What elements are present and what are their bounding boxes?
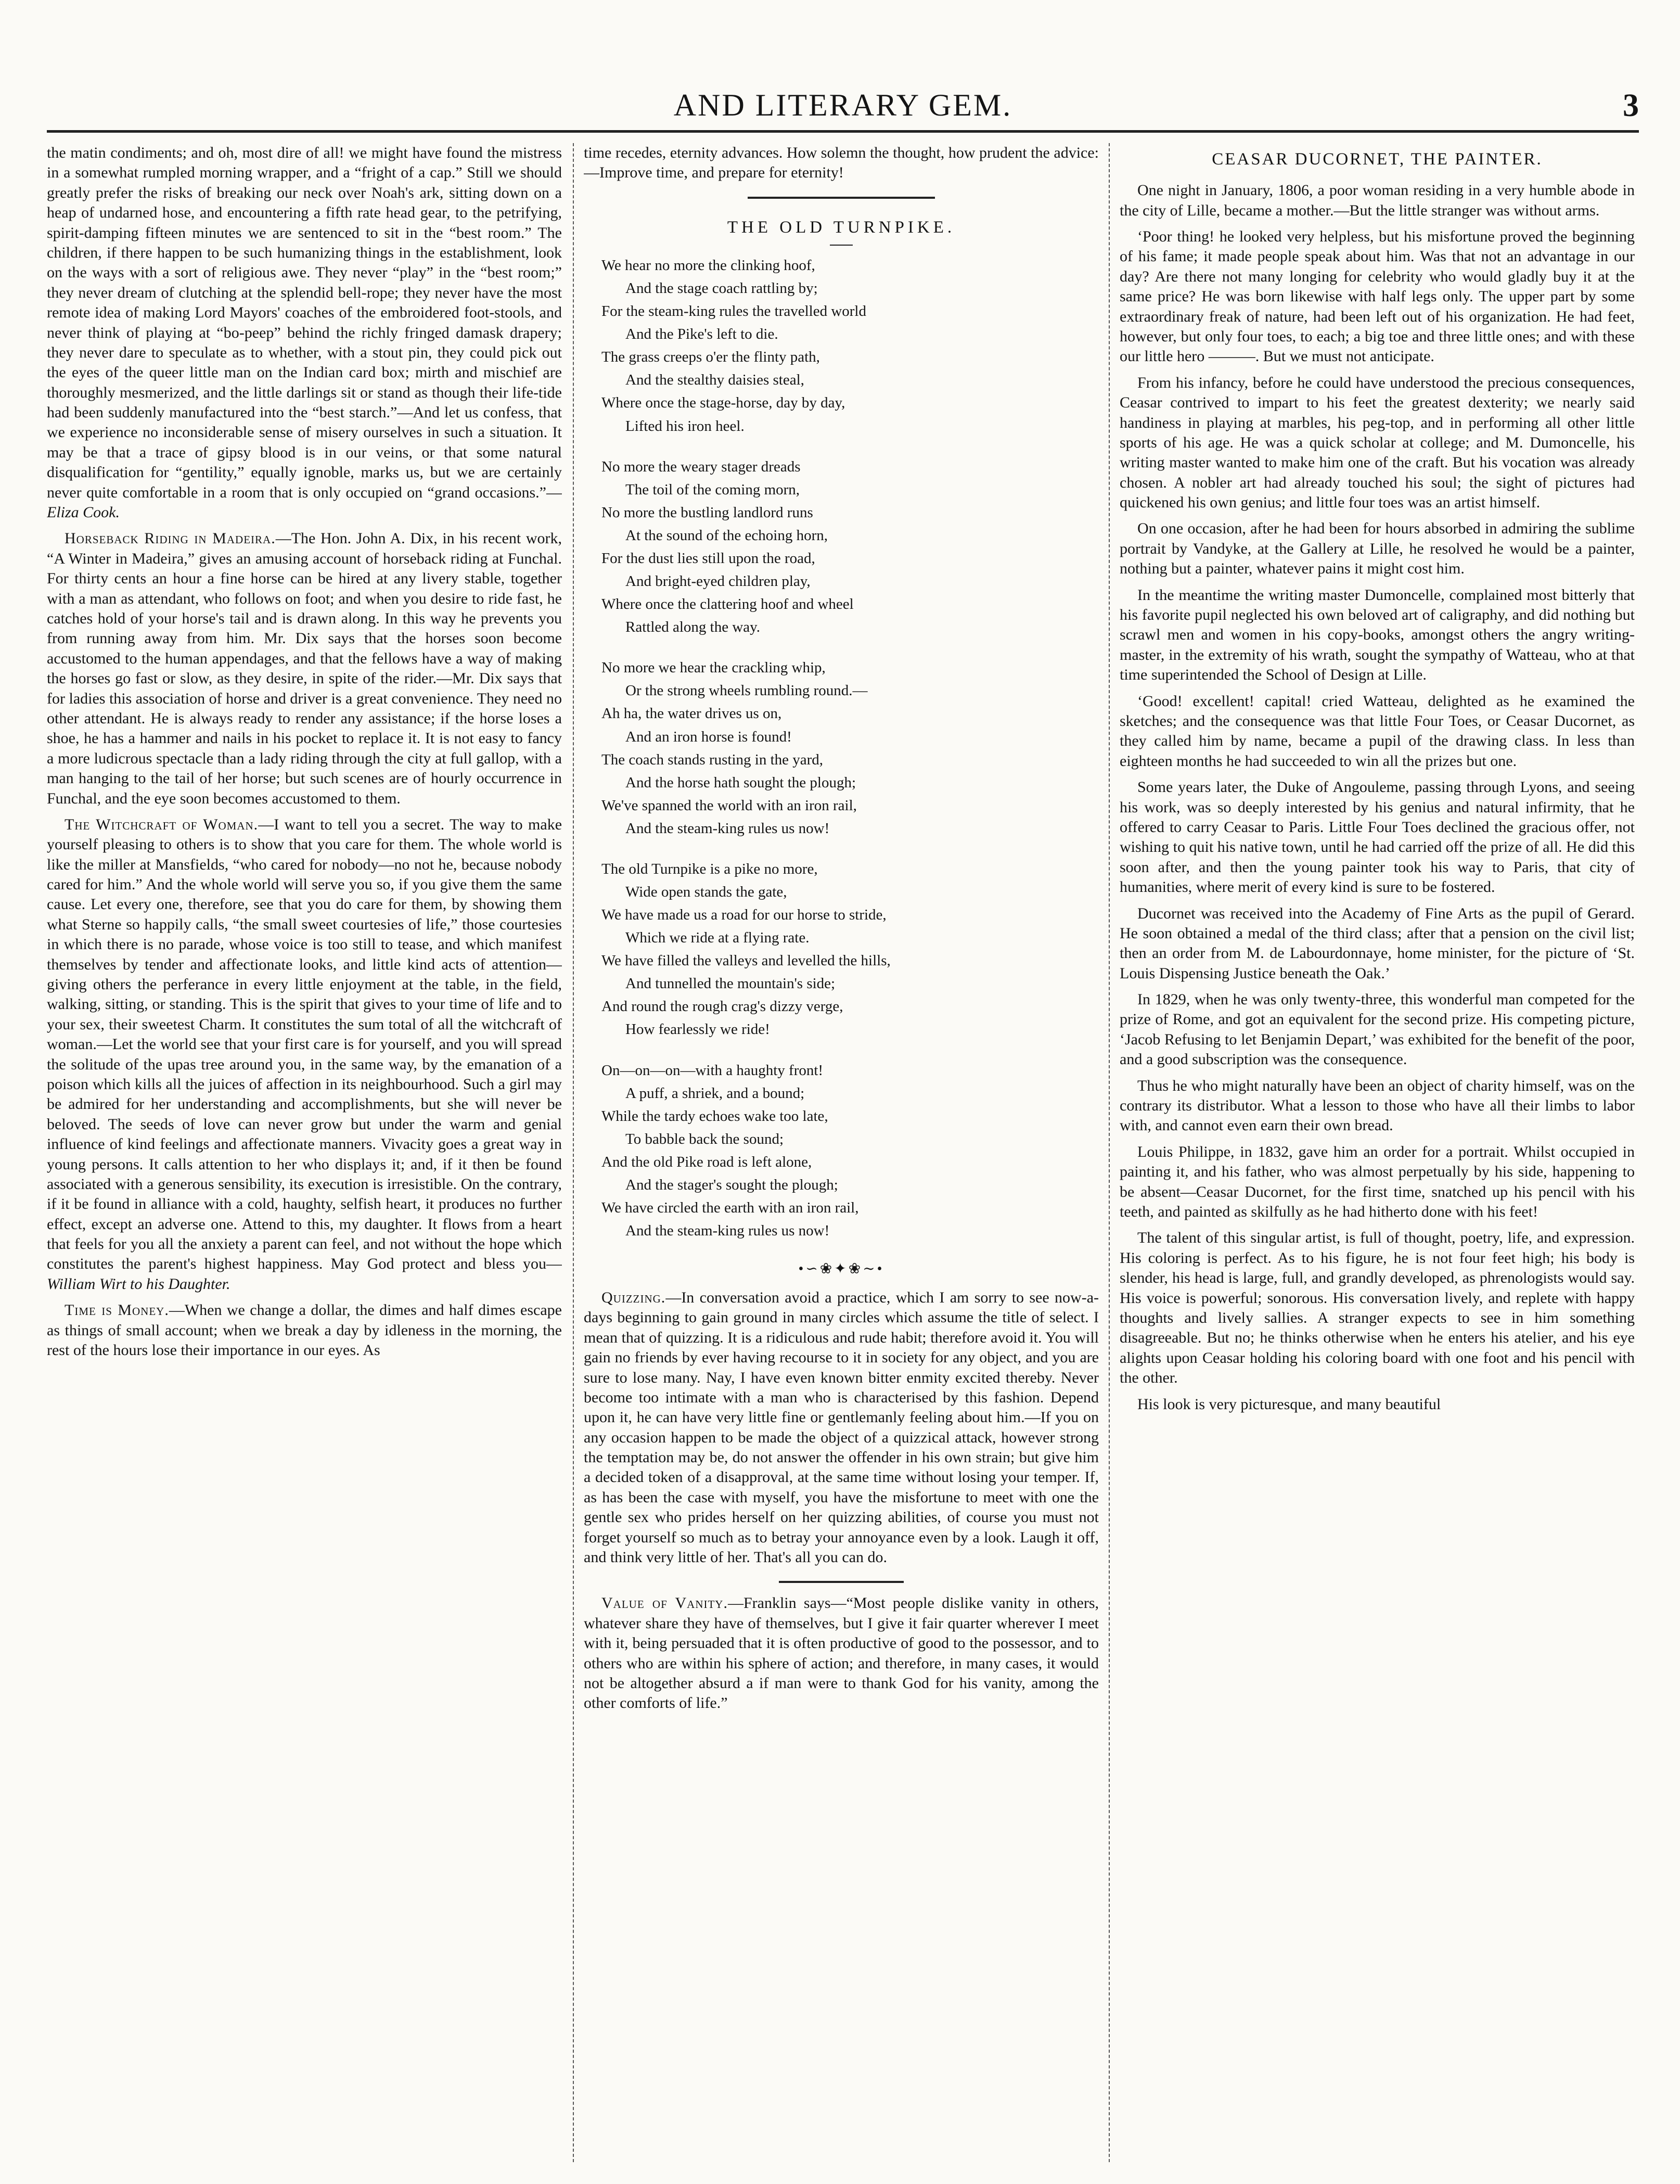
paragraph: Some years later, the Duke of Angouleme, passing through Lyons, and seeing his work, was so deeply interested by his genius and natural infirmity, that he offered to carry Ceasar to Paris. Little Four Toes declined the gracious offer, not wishing to quit his native town, until he had carried off the prize of all. He did this soon after, and then the young painter took his way to Paris, that city of humanities, where merit of every kind is sure to be fostered. [1120, 778, 1635, 896]
poem-line: And tunnelled the mountain's side; [625, 975, 836, 992]
poem-stanza [601, 858, 1099, 1041]
poem-line: And the Pike's left to die. [625, 326, 778, 343]
article-witchcraft [47, 815, 562, 1294]
page-header [47, 87, 1639, 129]
column-divider [573, 143, 574, 2162]
poem-line: On—on—on—with a haughty front! [601, 1062, 824, 1079]
poem-old-turnpike [601, 254, 1099, 1242]
poem-line: Rattled along the way. [625, 619, 761, 636]
poem-line: And the steam-king rules us now! [625, 1222, 830, 1240]
poem-line: We've spanned the world with an iron rail, [601, 797, 857, 814]
poem-title: THE OLD TURNPIKE. [727, 218, 956, 237]
article-credit: Eliza Cook. [47, 504, 120, 521]
poem-line: We have circled the earth with an iron rail, [601, 1199, 859, 1216]
poem-line: At the sound of the echoing horn, [625, 527, 828, 544]
paragraph: Ducornet was received into the Academy of Fine Arts as the pupil of Gerard. He soon obtained a medal of the third class; after that a pension on the civil list; then an order from M. de Labourdonnaye, home minister, for the picture of ‘St. Louis Dispensing Justice beneath the Oak.’ [1120, 904, 1635, 982]
column-left [47, 143, 562, 2162]
column-divider [1109, 143, 1110, 2162]
poem-line: Which we ride at a flying rate. [625, 929, 810, 947]
poem-line: And round the rough crag's dizzy verge, [601, 998, 843, 1015]
column-right [1120, 143, 1635, 2162]
article-lead: The Witchcraft of Woman. [65, 815, 259, 833]
header-rule [47, 130, 1639, 133]
article-title: CEASAR DUCORNET, THE PAINTER. [1212, 150, 1543, 169]
paragraph: The talent of this singular artist, is full of thought, poetry, life, and expression. His coloring is perfect. As to his figure, he is not four feet high; his body is slender, his head is large, full, and grandly developed, as phrenologists would say. His voice is powerful; sonorous. His conversation lively, and replete with happy thoughts and lively sallies. A stranger expects to see in him something disagreeable. But no; he thinks otherwise when he enters his atelier, and his eye alights upon Ceasar holding his coloring board with one foot and his pencil with the other. [1120, 1229, 1635, 1387]
poem-line: The toil of the coming morn, [625, 481, 800, 498]
paragraph: In 1829, when he was only twenty-three, this wonderful man competed for the prize of Rome, and got an equivalent for the second prize. His competing picture, ‘Jacob Refusing to let Benjamin Depart,’ was exhibited for the benefit of the poor, and a good subscription was the consequence. [1120, 991, 1635, 1068]
poem-line: And the stager's sought the plough; [625, 1176, 838, 1193]
paragraph: ‘Poor thing! he looked very helpless, but his misfortune proved the beginning of his fame; it made people speak about him. Was that not an advantage in our day? Are there not many longing for celebrity who would gladly buy it at the same price? He was born likewise with half legs only. The upper part by some extraordinary freak of nature, had been left out of his organization. He had feet, however, but only four toes, to each; a big toe and three little ones; and with these our little hero ———. But we must not anticipate. [1120, 228, 1635, 365]
poem-stanza [601, 656, 1099, 840]
poem-line: No more the weary stager dreads [601, 458, 801, 475]
paragraph: His look is very picturesque, and many beautiful [1137, 1395, 1441, 1413]
section-rule [748, 197, 935, 199]
poem-line: To babble back the sound; [625, 1130, 784, 1147]
article-credit: William Wirt to his Daughter. [47, 1275, 230, 1293]
poem-line: And the stage coach rattling by; [625, 280, 818, 297]
article-text: —Franklin says—“Most people dislike vanity in others, whatever share they have of themselves, but I give it fair quarter wherever I meet with it, being persuaded that it is often productive of good to the possessor, and to others who are within his sphere of action; and therefore, in many cases, it would not be altogether absurd a if man were to thank God for his vanity, among the other comforts of life.” [584, 1594, 1099, 1712]
poem-line: We have filled the valleys and levelled the hills, [601, 952, 891, 969]
poem-stanza [601, 254, 1099, 438]
poem-line: Ah ha, the water drives us on, [601, 705, 782, 722]
poem-line: A puff, a shriek, and a bound; [625, 1084, 805, 1102]
article-lead: Time is Money. [65, 1301, 169, 1319]
poem-line: For the steam-king rules the travelled world [601, 303, 866, 320]
article-cook [47, 143, 562, 522]
poem-line: And bright-eyed children play, [625, 573, 811, 590]
poem-line: And the old Pike road is left alone, [601, 1153, 812, 1170]
column-middle [584, 143, 1099, 2162]
paragraph: Louis Philippe, in 1832, gave him an order for a portrait. Whilst occupied in painting it, and his father, who was almost perpetually by his side, happening to be absent—Ceasar Ducornet, for the first time, snatched up his pencil with his teeth, and painted as skilfully as he had hitherto done with his feet! [1120, 1143, 1635, 1220]
title-rule [830, 245, 853, 246]
article-text: —When we change a dollar, the dimes and half dimes escape as things of small account; when we break a day by idleness in the morning, the rest of the hours lose their importance in our eyes. As [47, 1301, 562, 1359]
poem-line: And the steam-king rules us now! [625, 820, 830, 837]
article-text: —In conversation avoid a practice, which I am sorry to see now-a-days beginning to gain ground in many circles which assume the title of select. I mean that of quizzing. It is a ridiculous and rude habit; therefore avoid it. You will gain no friends by ever having recourse to it in society for any object, and you are sure to lose many. Nay, I have even known bitter enmity excited thereby. Never become too intimate with a man who is characterised by this fashion. Depend upon it, he can have very little fine or gentlemanly feeling about him.—If you on any occasion happen to be made the object of a quizzical attack, however strong the temptation may be, do not answer the offender in his own strain; but give him a decided token of a disapproval, at the same time without losing your temper. If, as has been the case with myself, you have the misfortune to meet with one the gentle sex who prides herself on her quizzing abilities, of course you must not forget yourself so much as to betray your annoyance even by a look. Laugh it off, and think very little of her. That's all you can do. [584, 1288, 1099, 1566]
section-rule [779, 1581, 904, 1583]
paragraph: ‘Good! excellent! capital! cried Watteau, delighted as he examined the sketches; and the consequence was that little Four Toes, or Ceasar Ducornet, as they called him by name, became a pupil of the drawing class. In less than eighteen months he had succeeded to win all the prizes but one. [1120, 692, 1635, 770]
poem-line: No more the bustling landlord runs [601, 504, 813, 521]
poem-line: The grass creeps o'er the flinty path, [601, 349, 820, 366]
article-lead: Quizzing. [601, 1288, 666, 1306]
poem-line: We hear no more the clinking hoof, [601, 257, 815, 274]
poem-line: How fearlessly we ride! [625, 1021, 770, 1038]
article-vanity [584, 1593, 1099, 1713]
paragraph: One night in January, 1806, a poor woman residing in a very humble abode in the city of Lille, became a mother.—But the little stranger was without arms. [1120, 182, 1635, 219]
running-title: AND LITERARY GEM. [673, 88, 1012, 122]
article-quizzing [584, 1288, 1099, 1567]
paragraph: On one occasion, after he had been for hours absorbed in admiring the sublime portrait by Vandyke, at the Gallery at Lille, he resolved he would be a painter, nothing but a painter, whatever pains it might cost him. [1120, 520, 1635, 578]
article-lead: Horseback Riding in Madeira. [65, 530, 276, 547]
poem-line: No more we hear the crackling whip, [601, 659, 826, 676]
poem-line: We have made us a road for our horse to stride, [601, 906, 887, 924]
article-continuation: time recedes, eternity advances. How solemn the thought, how prudent the advice:—Improve time, and prepare for eternity! [584, 144, 1099, 182]
paragraph: Thus he who might naturally have been an object of charity himself, was on the contrary its distributor. What a lesson to those who have all their limbs to labor with, and cannot even earn their own bread. [1120, 1077, 1635, 1134]
poem-line: Where once the stage-horse, day by day, [601, 394, 845, 412]
poem-line: Where once the clattering hoof and wheel [601, 596, 854, 613]
article-horseback [47, 529, 562, 808]
poem-line: Or the strong wheels rumbling round.— [625, 682, 868, 699]
poem-line: For the dust lies still upon the road, [601, 550, 815, 567]
article-text: —I want to tell you a secret. The way to make yourself pleasing to others is to show that you care for them. The whole world is like the miller at Mansfields, “who cared for nobody—no not he, because nobody cared for him.” And the whole world will serve you so, if you give them the same cause. Let every one, therefore, see that you do care for them, by showing them what Sterne so happily calls, “the small sweet courtesies of life,” those courtesies in which there is no parade, whose voice is too still to tease, and which manifest themselves by tender and affectionate looks, and little kind acts of attention—giving others the perferance in every little enjoyment at the table, in the field, walking, sitting, or standing. This is the spirit that gives to your time of life and to your sex, their sweetest Charm. It constitutes the sum total of all the witchcraft of woman.—Let the world see that your first care is for yourself, and you will spread the solitude of the upas tree around you, in the same way, by the emanation of a poison which kills all the juices of affection in its neighbourhood. Such a girl may be admired for her understanding and accomplishments, but she will never be beloved. The seeds of love can never grow but under the warm and genial influence of kind feelings and affectionate manners. Vivacity goes a great way in young persons. It calls attention to her who displays it; and, if it then be found associated with a generous sensibility, its execution is irresistible. On the contrary, if it be found in alliance with a cold, haughty, selfish heart, it produces no further effect, except an adverse one. Attend to this, my daughter. It flows from a heart that feels for you all the anxiety a parent can feel, and not without the hope which constitutes the parent's highest happiness. May God protect and bless you— [47, 815, 562, 1273]
poem-line: While the tardy echoes wake too late, [601, 1107, 828, 1125]
poem-line: And the horse hath sought the plough; [625, 774, 856, 791]
poem-line: Wide open stands the gate, [625, 883, 787, 900]
poem-line: The coach stands rusting in the yard, [601, 751, 824, 768]
poem-stanza [601, 1059, 1099, 1243]
ornament-divider: •∽❀✦❀∼• [798, 1261, 884, 1278]
poem-line: And an iron horse is found! [625, 728, 792, 745]
article-text: the matin condiments; and oh, most dire of all! we might have found the mistress in a somewhat rumpled morning wrapper, and a “fright of a cap.” Still we should greatly prefer the risks of breaking our neck over Noah's ark, sitting down on a heap of undarned hose, and encountering a fifth rate head gear, to the petrifying, spirit-damping fifteen minutes we are sentenced to sit in the “best room.” The children, if there happen to be such humanizing things in the establishment, look on the ways with a sort of religious awe. They never “play” in the “best room;” they never dream of clutching at the splendid bell-rope; they never have the most remote idea of making Lord Mayors' coaches of the embroidered foot-stools, and never think of playing at “bo-peep” behind the richly fringed damask drapery; they never dare to speculate as to whether, with a stout pin, they could pick out the eyes of the queer little man on the Indian card box; mirth and mischief are thoroughly mesmerized, and the little darlings sit or stand as though their life-tide had been suddenly manufactured into the “best starch.”—And let us confess, that we experience no inconsiderable sense of misery ourselves in such a situation. It may be that a trace of gipsy blood is in our veins, or that some natural disqualification for “gentility,” equally ignoble, marks us, but we are certainly never quite comfortable in a room that is only occupied on “grand occasions.”— [47, 144, 562, 501]
page-number: 3 [1623, 88, 1639, 123]
article-lead: Value of Vanity. [601, 1594, 728, 1612]
article-time-money [47, 1300, 562, 1360]
poem-line: Lifted his iron heel. [625, 417, 745, 435]
paragraph: In the meantime the writing master Dumoncelle, complained most bitterly that his favorite pupil neglected his own beloved art of caligraphy, and did nothing but scrawl men and women in his copy-books, amongst others the angry writing-master, in the extremity of his wrath, sought the sympathy of Watteau, who at that time superintended the School of Design at Lille. [1120, 586, 1635, 684]
poem-line: And the stealthy daisies steal, [625, 372, 804, 389]
poem-line: The old Turnpike is a pike no more, [601, 860, 818, 877]
paragraph: From his infancy, before he could have understood the precious consequences, Ceasar contrived to impart to his feet the greatest dexterity; we nearly said handiness in playing at marbles, his peg-top, and in performing all other little sports of his age. He was a quick scholar at college; and M. Dumoncelle, his writing master wanted to make him one of the craft. But his vocation was already chosen. A nobler art had already touched his soul; the sight of pictures had quickened his own genius; and little four toes was an artist himself. [1120, 374, 1635, 512]
poem-stanza [601, 455, 1099, 639]
article-text: —The Hon. John A. Dix, in his recent work, “A Winter in Madeira,” gives an amusing account of horseback riding at Funchal. For thirty cents an hour a fine horse can be hired at any livery stable, together with a man as attendant, who follows on foot; and when you desire to ride fast, he catches hold of your horse's tail and is drawn along. In this way he prevents you from running away from him. Mr. Dix says that the horses soon become accustomed to the human appendages, and that the fellows have a way of making the horses go fast or slow, as they desire, in spite of the rider.—Mr. Dix says that for ladies this association of horse and driver is a great convenience. They need no other attendant. He is always ready to render any assistance; if the horse loses a shoe, he has a hammer and nails in his pocket to replace it. It is not easy to fancy a more ludicrous spectacle than a lady riding through the city at full gallop, with a man hanging to the tail of her horse; but such scenes are of hourly occurrence in Funchal, and the eye soon becomes accustomed to them. [47, 530, 562, 807]
